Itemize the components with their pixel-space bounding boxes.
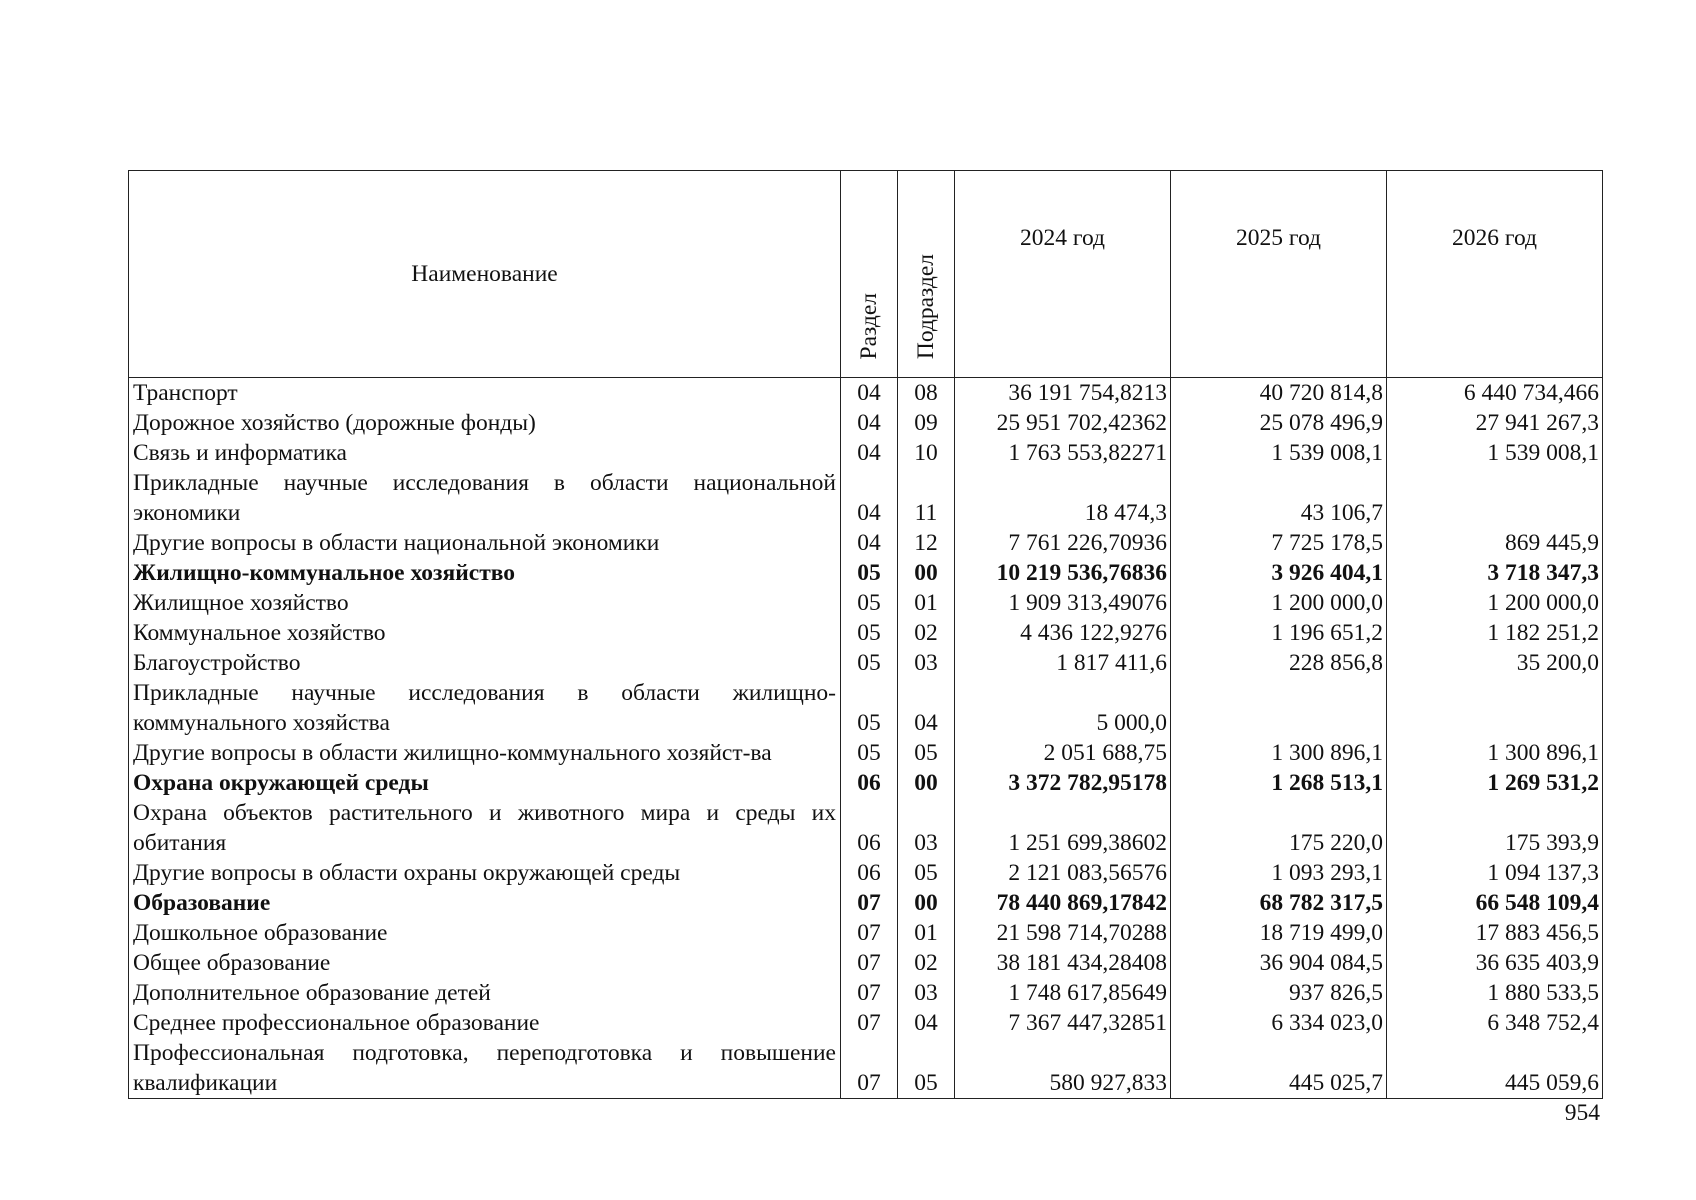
row-value-2025: 36 904 084,5 [1171, 948, 1387, 978]
row-subsection: 11 [898, 468, 955, 528]
row-section: 06 [841, 798, 898, 858]
row-section: 06 [841, 858, 898, 888]
row-section: 04 [841, 468, 898, 528]
row-value-2024: 5 000,0 [955, 678, 1171, 738]
row-value-2026: 17 883 456,5 [1387, 918, 1603, 948]
row-value-2026: 1 300 896,1 [1387, 738, 1603, 768]
table-row [129, 888, 1603, 918]
row-section: 07 [841, 978, 898, 1008]
row-value-2025: 1 093 293,1 [1171, 858, 1387, 888]
row-value-2026 [1387, 678, 1603, 738]
row-value-2025 [1171, 678, 1387, 738]
row-value-2024: 2 121 083,56576 [955, 858, 1171, 888]
header-year-2024: 2024 год [955, 171, 1171, 378]
table-row [129, 588, 1603, 618]
row-value-2025: 445 025,7 [1171, 1038, 1387, 1099]
row-section: 04 [841, 408, 898, 438]
table-row [129, 858, 1603, 888]
row-value-2025: 25 078 496,9 [1171, 408, 1387, 438]
table-header [129, 171, 1603, 378]
table-row [129, 1008, 1603, 1038]
table-row [129, 408, 1603, 438]
row-value-2025: 937 826,5 [1171, 978, 1387, 1008]
row-section: 07 [841, 948, 898, 978]
row-subsection: 04 [898, 678, 955, 738]
row-value-2026: 6 348 752,4 [1387, 1008, 1603, 1038]
row-subsection: 02 [898, 948, 955, 978]
row-name: Связь и информатика [129, 438, 841, 468]
row-value-2026: 3 718 347,3 [1387, 558, 1603, 588]
row-subsection: 05 [898, 858, 955, 888]
row-section: 05 [841, 648, 898, 678]
row-value-2025: 1 200 000,0 [1171, 588, 1387, 618]
row-value-2024: 25 951 702,42362 [955, 408, 1171, 438]
row-value-2026 [1387, 468, 1603, 528]
row-value-2025: 3 926 404,1 [1171, 558, 1387, 588]
row-value-2024: 36 191 754,8213 [955, 378, 1171, 409]
row-section: 07 [841, 1038, 898, 1099]
header-year-2026: 2026 год [1387, 171, 1603, 378]
table-row [129, 918, 1603, 948]
row-name: Дорожное хозяйство (дорожные фонды) [129, 408, 841, 438]
row-value-2026: 1 094 137,3 [1387, 858, 1603, 888]
row-value-2024: 1 763 553,82271 [955, 438, 1171, 468]
table-row [129, 378, 1603, 409]
row-value-2024: 1 817 411,6 [955, 648, 1171, 678]
row-name: Дополнительное образование детей [129, 978, 841, 1008]
row-section: 07 [841, 1008, 898, 1038]
row-name: Среднее профессиональное образование [129, 1008, 841, 1038]
row-section: 07 [841, 888, 898, 918]
table-row [129, 528, 1603, 558]
row-value-2024: 1 748 617,85649 [955, 978, 1171, 1008]
row-value-2024: 38 181 434,28408 [955, 948, 1171, 978]
row-name: Охрана объектов растительного и животного мира и среды их обитания [129, 798, 841, 858]
header-year-2025: 2025 год [1171, 171, 1387, 378]
row-subsection: 05 [898, 738, 955, 768]
row-value-2024: 78 440 869,17842 [955, 888, 1171, 918]
row-value-2026: 1 182 251,2 [1387, 618, 1603, 648]
row-name: Дошкольное образование [129, 918, 841, 948]
table-row [129, 948, 1603, 978]
table-row [129, 468, 1603, 528]
row-subsection: 09 [898, 408, 955, 438]
row-name: Жилищное хозяйство [129, 588, 841, 618]
row-value-2024: 2 051 688,75 [955, 738, 1171, 768]
row-value-2026: 1 269 531,2 [1387, 768, 1603, 798]
row-name: Прикладные научные исследования в области национальной экономики [129, 468, 841, 528]
row-subsection: 02 [898, 618, 955, 648]
row-name: Общее образование [129, 948, 841, 978]
row-name: Образование [129, 888, 841, 918]
row-value-2024: 21 598 714,70288 [955, 918, 1171, 948]
table-row [129, 678, 1603, 738]
row-value-2026: 35 200,0 [1387, 648, 1603, 678]
row-section: 05 [841, 588, 898, 618]
row-subsection: 00 [898, 558, 955, 588]
row-value-2026: 6 440 734,466 [1387, 378, 1603, 409]
table-row [129, 438, 1603, 468]
row-section: 05 [841, 678, 898, 738]
row-value-2024: 4 436 122,9276 [955, 618, 1171, 648]
row-value-2025: 68 782 317,5 [1171, 888, 1387, 918]
row-value-2024: 1 909 313,49076 [955, 588, 1171, 618]
header-section: Раздел [841, 171, 898, 378]
row-section: 04 [841, 528, 898, 558]
row-subsection: 03 [898, 978, 955, 1008]
table-row [129, 738, 1603, 768]
row-section: 07 [841, 918, 898, 948]
row-subsection: 04 [898, 1008, 955, 1038]
table-row [129, 1038, 1603, 1099]
table-row [129, 618, 1603, 648]
row-section: 04 [841, 378, 898, 409]
row-value-2025: 43 106,7 [1171, 468, 1387, 528]
row-name: Профессиональная подготовка, переподготовка и повышение квалификации [129, 1038, 841, 1099]
budget-table [128, 170, 1603, 1099]
row-value-2024: 18 474,3 [955, 468, 1171, 528]
row-name: Другие вопросы в области охраны окружающей среды [129, 858, 841, 888]
row-subsection: 12 [898, 528, 955, 558]
row-value-2026: 36 635 403,9 [1387, 948, 1603, 978]
row-value-2025: 7 725 178,5 [1171, 528, 1387, 558]
row-value-2026: 175 393,9 [1387, 798, 1603, 858]
row-subsection: 03 [898, 648, 955, 678]
row-value-2026: 1 200 000,0 [1387, 588, 1603, 618]
row-value-2026: 27 941 267,3 [1387, 408, 1603, 438]
row-value-2025: 228 856,8 [1171, 648, 1387, 678]
row-value-2024: 3 372 782,95178 [955, 768, 1171, 798]
table-row [129, 648, 1603, 678]
table-row [129, 768, 1603, 798]
row-value-2024: 580 927,833 [955, 1038, 1171, 1099]
row-subsection: 10 [898, 438, 955, 468]
row-name: Другие вопросы в области национальной экономики [129, 528, 841, 558]
row-value-2026: 1 539 008,1 [1387, 438, 1603, 468]
row-section: 06 [841, 768, 898, 798]
row-value-2025: 18 719 499,0 [1171, 918, 1387, 948]
row-value-2025: 40 720 814,8 [1171, 378, 1387, 409]
row-name: Охрана окружающей среды [129, 768, 841, 798]
row-value-2024: 7 761 226,70936 [955, 528, 1171, 558]
header-subsection: Подраздел [898, 171, 955, 378]
row-subsection: 03 [898, 798, 955, 858]
table-row [129, 798, 1603, 858]
row-value-2025: 1 268 513,1 [1171, 768, 1387, 798]
table-row [129, 558, 1603, 588]
row-subsection: 00 [898, 888, 955, 918]
page-number: 954 [1564, 1100, 1600, 1126]
row-value-2026: 445 059,6 [1387, 1038, 1603, 1099]
row-subsection: 01 [898, 918, 955, 948]
row-name: Транспорт [129, 378, 841, 409]
row-subsection: 00 [898, 768, 955, 798]
table-row [129, 978, 1603, 1008]
row-value-2026: 869 445,9 [1387, 528, 1603, 558]
row-value-2025: 1 196 651,2 [1171, 618, 1387, 648]
row-subsection: 01 [898, 588, 955, 618]
table-body [129, 378, 1603, 1099]
header-name: Наименование [129, 171, 841, 378]
row-value-2025: 6 334 023,0 [1171, 1008, 1387, 1038]
row-value-2026: 66 548 109,4 [1387, 888, 1603, 918]
row-name: Прикладные научные исследования в области жилищно-коммунального хозяйства [129, 678, 841, 738]
row-name: Коммунальное хозяйство [129, 618, 841, 648]
row-subsection: 05 [898, 1038, 955, 1099]
row-name: Другие вопросы в области жилищно-коммунального хозяйст-ва [129, 738, 841, 768]
row-value-2026: 1 880 533,5 [1387, 978, 1603, 1008]
row-value-2024: 1 251 699,38602 [955, 798, 1171, 858]
row-name: Жилищно-коммунальное хозяйство [129, 558, 841, 588]
row-section: 04 [841, 438, 898, 468]
row-value-2024: 7 367 447,32851 [955, 1008, 1171, 1038]
row-section: 05 [841, 738, 898, 768]
row-value-2025: 1 539 008,1 [1171, 438, 1387, 468]
row-value-2025: 175 220,0 [1171, 798, 1387, 858]
row-value-2025: 1 300 896,1 [1171, 738, 1387, 768]
row-name: Благоустройство [129, 648, 841, 678]
row-section: 05 [841, 558, 898, 588]
row-subsection: 08 [898, 378, 955, 409]
row-section: 05 [841, 618, 898, 648]
row-value-2024: 10 219 536,76836 [955, 558, 1171, 588]
